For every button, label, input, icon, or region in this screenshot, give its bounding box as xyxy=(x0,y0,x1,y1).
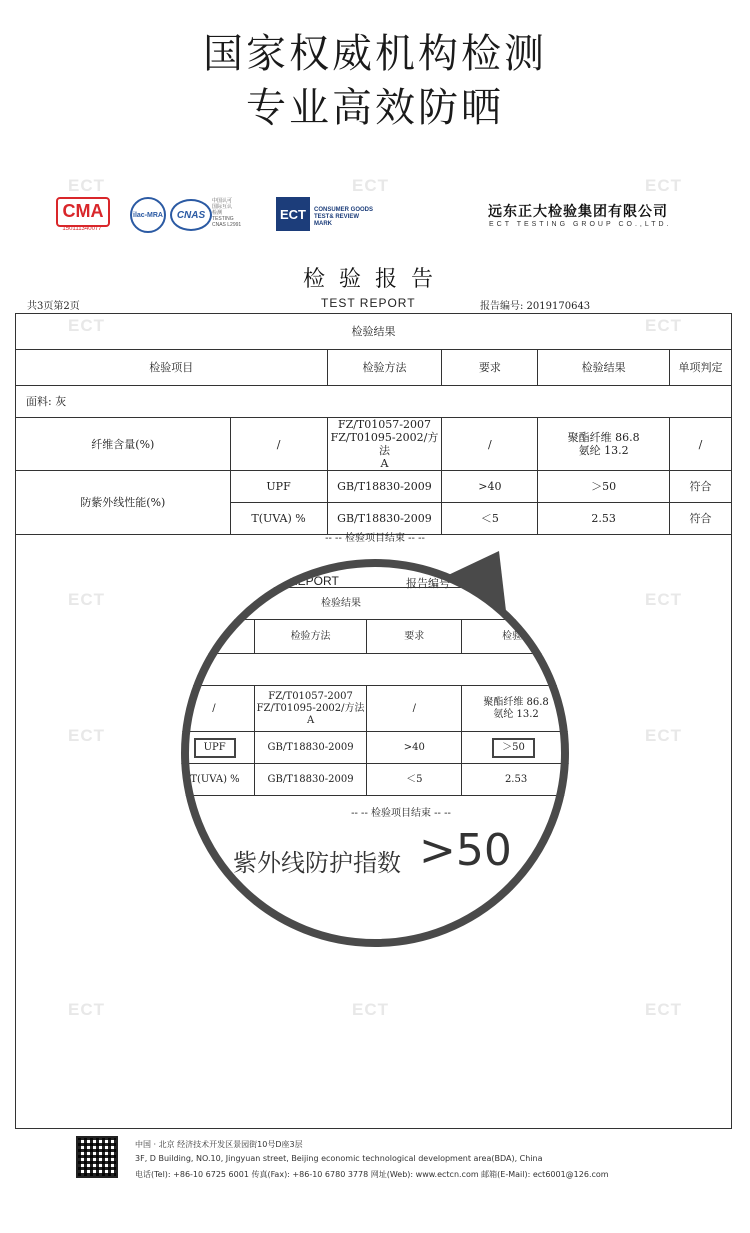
zoom-report-title: REPORT xyxy=(289,574,339,588)
footer-contact: 电话(Tel): +86-10 6725 6001 传真(Fax): +86-10 6780 3778 网址(Web): www.ectcn.com 邮箱(E-Mail): ect6001@126.com xyxy=(135,1170,609,1179)
report-table xyxy=(15,313,732,535)
cnas-logo: CNAS xyxy=(170,199,212,231)
zoom-col-requirement: 要求 xyxy=(367,620,462,654)
ect-watermark: ECT xyxy=(352,176,389,195)
upf-highlight-box: UPF xyxy=(194,738,236,758)
ect-watermark: ECT xyxy=(645,316,682,335)
ect-watermark: ECT xyxy=(645,726,682,745)
end-of-items: -- -- 检验项目结束 -- -- xyxy=(325,533,425,544)
company-name-cn: 远东正大检验集团有限公司 xyxy=(488,204,668,220)
ect-watermark: ECT xyxy=(645,176,682,195)
company-name-en: ECT TESTING GROUP CO.,LTD. xyxy=(489,221,672,228)
cma-logo: CMA xyxy=(56,197,110,227)
zoom-cell-sub: T(UVA) % xyxy=(181,764,254,796)
ect-watermark: ECT xyxy=(68,316,105,335)
footer-address-cn: 中国 · 北京 经济技术开发区景园街10号D座3层 xyxy=(135,1140,303,1149)
col-header-requirement: 要求 xyxy=(442,350,538,386)
cell-judgment: / xyxy=(670,418,732,471)
cell-sub: / xyxy=(230,418,327,471)
report-title-en: TEST REPORT xyxy=(321,296,416,310)
zoom-section-header: 检验结果 xyxy=(181,588,569,620)
magnifier-ring xyxy=(181,559,569,947)
cell-sub: T(UVA) % xyxy=(230,503,327,535)
footer-address-en: 3F, D Building, NO.10, Jingyuan street, Beijing economic technological development area(BDA), China xyxy=(135,1154,543,1163)
qr-code xyxy=(76,1136,118,1178)
uv-index-caption: 紫外线防护指数 xyxy=(233,849,401,877)
col-header-item: 检验项目 xyxy=(16,350,328,386)
result-highlight-box: ＞50 xyxy=(492,738,535,758)
zoom-cell-result: 2.53 xyxy=(462,764,569,796)
cell-result: ＞50 xyxy=(538,471,670,503)
zoom-cell-requirement: >40 xyxy=(367,732,462,764)
cell-sub: UPF xyxy=(230,471,327,503)
zoom-col-method: 检验方法 xyxy=(254,620,367,654)
cell-requirement: ＜5 xyxy=(442,503,538,535)
ect-logo: ECT xyxy=(276,197,310,231)
cell-requirement: >40 xyxy=(442,471,538,503)
zoom-cell-method: GB/T18830-2009 xyxy=(254,764,367,796)
cnas-side-text: 中国认可 国际互认 检测 TESTING CNAS L2991 xyxy=(212,198,242,228)
cell-requirement: / xyxy=(442,418,538,471)
zoom-cell-requirement: / xyxy=(367,686,462,732)
magnifier-pointer xyxy=(444,551,510,611)
cell-method: FZ/T01057-2007 FZ/T01095-2002/方法 A xyxy=(327,418,442,471)
zoom-cell-requirement: ＜5 xyxy=(367,764,462,796)
fabric-label: 面料: 灰 xyxy=(16,386,732,418)
table-row xyxy=(16,471,732,503)
cell-result: 聚酯纤维 86.8 氨纶 13.2 xyxy=(538,418,670,471)
cell-item: 纤维含量(%) xyxy=(16,418,231,471)
zoom-col-result: 检验 xyxy=(462,620,569,654)
cell-judgment: 符合 xyxy=(670,471,732,503)
cell-result: 2.53 xyxy=(538,503,670,535)
ect-watermark: ECT xyxy=(645,1000,682,1019)
ect-watermark: ECT xyxy=(645,590,682,609)
zoom-end-of-items: -- -- 检验项目结束 -- -- xyxy=(351,808,451,819)
report-title: 检验报告 xyxy=(302,267,447,292)
col-header-method: 检验方法 xyxy=(327,350,442,386)
uv-index-value: >50 xyxy=(419,825,512,876)
col-header-result: 检验结果 xyxy=(538,350,670,386)
cell-item: 防紫外线性能(%) xyxy=(16,471,231,535)
cell-judgment: 符合 xyxy=(670,503,732,535)
section-header: 检验结果 xyxy=(16,314,732,350)
ect-logo-text: CONSUMER GOODS TEST& REVIEW MARK xyxy=(314,207,374,227)
ect-watermark: ECT xyxy=(68,176,105,195)
report-number: 报告编号: 2019170643 xyxy=(480,301,591,312)
ilac-mra-logo: ilac-MRA xyxy=(130,197,166,233)
hero-title-line1: 国家权威机构检测 xyxy=(203,31,547,77)
cell-method: GB/T18830-2009 xyxy=(327,471,442,503)
ect-watermark: ECT xyxy=(68,1000,105,1019)
ect-watermark: ECT xyxy=(68,726,105,745)
ect-watermark: ECT xyxy=(68,590,105,609)
cell-method: GB/T18830-2009 xyxy=(327,503,442,535)
zoom-cell-result: 聚酯纤维 86.8 氨纶 13.2 xyxy=(462,686,569,732)
zoom-cell-sub: / xyxy=(181,686,254,732)
page-count: 共3页第2页 xyxy=(27,301,80,312)
ect-watermark: ECT xyxy=(352,1000,389,1019)
zoom-cell-method: FZ/T01057-2007 FZ/T01095-2002/方法 A xyxy=(254,686,367,732)
hero-title-line2: 专业高效防晒 xyxy=(246,85,504,131)
zoom-report-no: 报告编号 xyxy=(406,577,450,590)
zoom-cell-method: GB/T18830-2009 xyxy=(254,732,367,764)
cma-number: 150111340077 xyxy=(62,226,102,232)
table-row xyxy=(16,418,732,471)
col-header-judgment: 单项判定 xyxy=(670,350,732,386)
